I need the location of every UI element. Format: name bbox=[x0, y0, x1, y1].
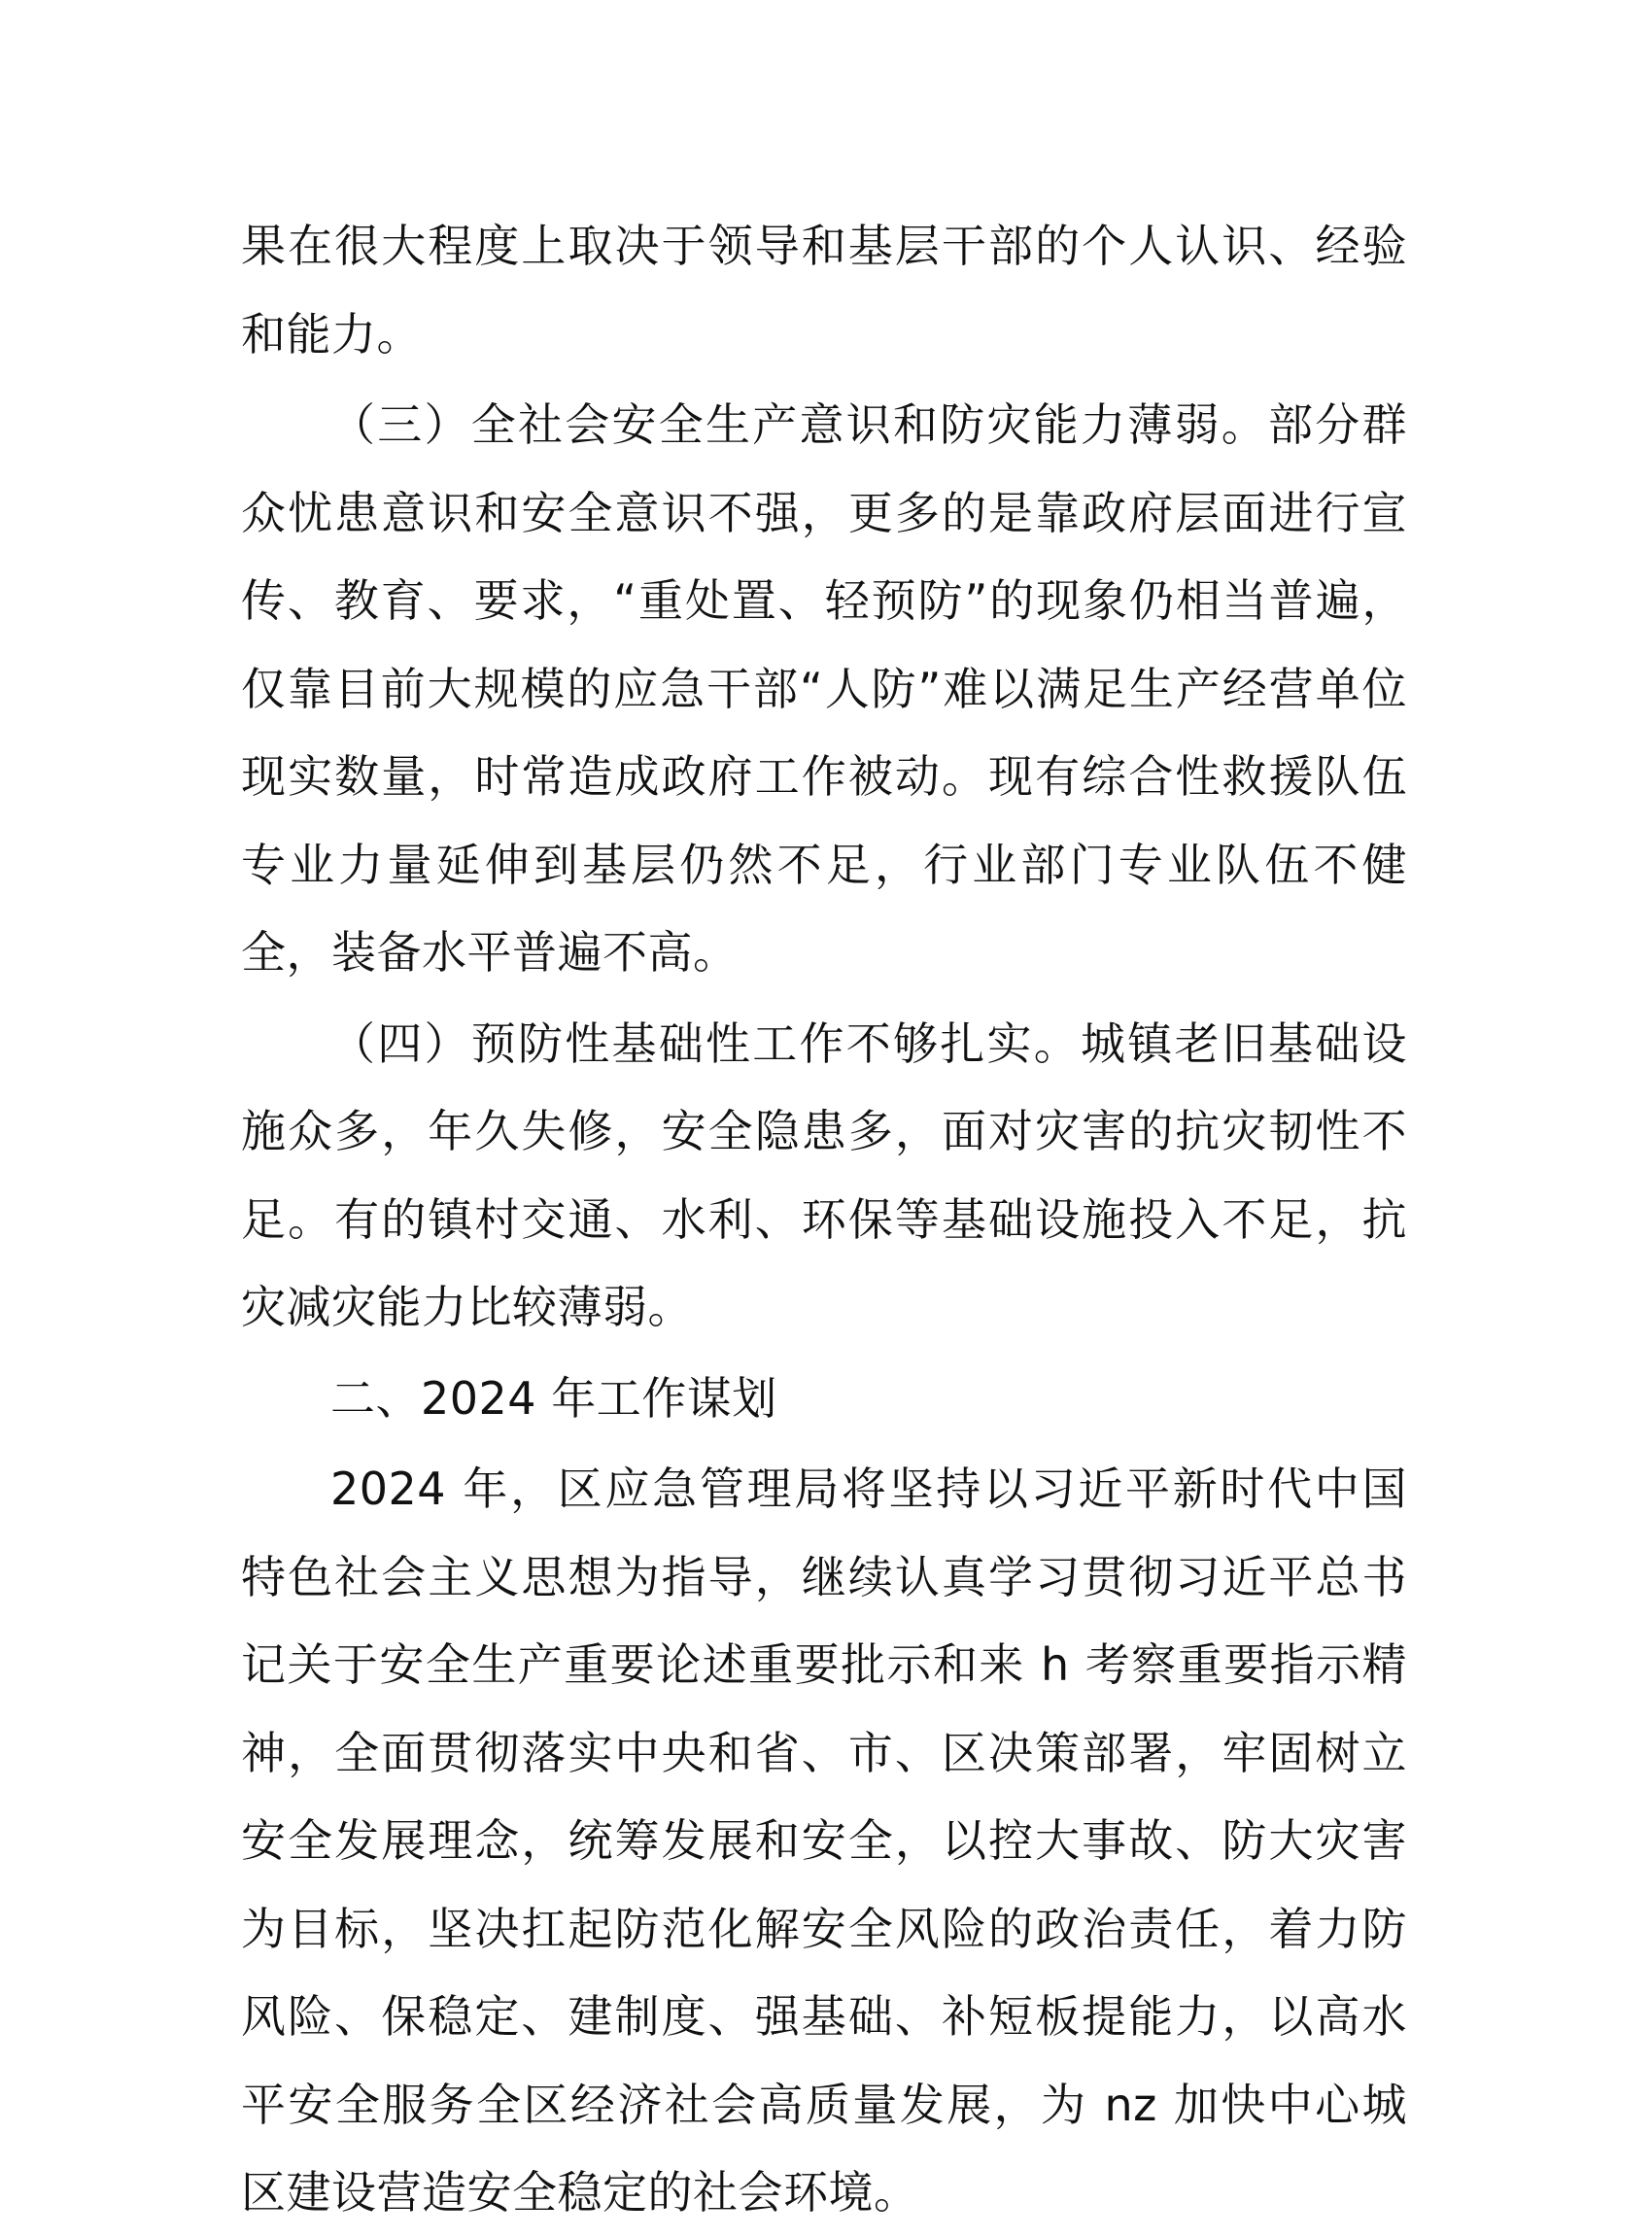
paragraph-2024-plan: 2024 年，区应急管理局将坚持以习近平新时代中国特色社会主义思想为指导，继续认真学习贯彻习近平总书记关于安全生产重要论述重要批示和来 h 考察重要指示精神，全面贯彻落实中央和省、市、区决策部署，牢固树立安全发展理念，统筹发展和安全，以控大事故、防大灾害为目标，坚决扛起防范化解安全风险的政治责任，着力防风险、保稳定、建制度、强基础、补短板提能力，以高水平安全服务全区经济社会高质量发展，为 nz 加快中心城区建设营造安全稳定的社会环境。 bbox=[241, 1463, 1407, 2219]
heading-2024-plan: 二、2024 年工作谋划 bbox=[330, 1371, 777, 1425]
document-page bbox=[241, 202, 1407, 2237]
paragraph-section-4: （四）预防性基础性工作不够扎实。城镇老旧基础设施众多，年久失修，安全隐患多，面对灾害的抗灾韧性不足。有的镇村交通、水利、环保等基础设施投入不足，抗灾减灾能力比较薄弱。 bbox=[241, 1016, 1407, 1333]
paragraph-section-3: （三）全社会安全生产意识和防灾能力薄弱。部分群众忧患意识和安全意识不强，更多的是靠政府层面进行宣传、教育、要求，“重处置、轻预防”的现象仍相当普遍，仅靠目前大规模的应急干部“人防”难以满足生产经营单位现实数量，时常造成政府工作被动。现有综合性救援队伍专业力量延伸到基层仍然不足，行业部门专业队伍不健全，装备水平普遍不高。 bbox=[241, 398, 1407, 979]
paragraph-continuation: 果在很大程度上取决于领导和基层干部的个人认识、经验和能力。 bbox=[241, 220, 1407, 361]
